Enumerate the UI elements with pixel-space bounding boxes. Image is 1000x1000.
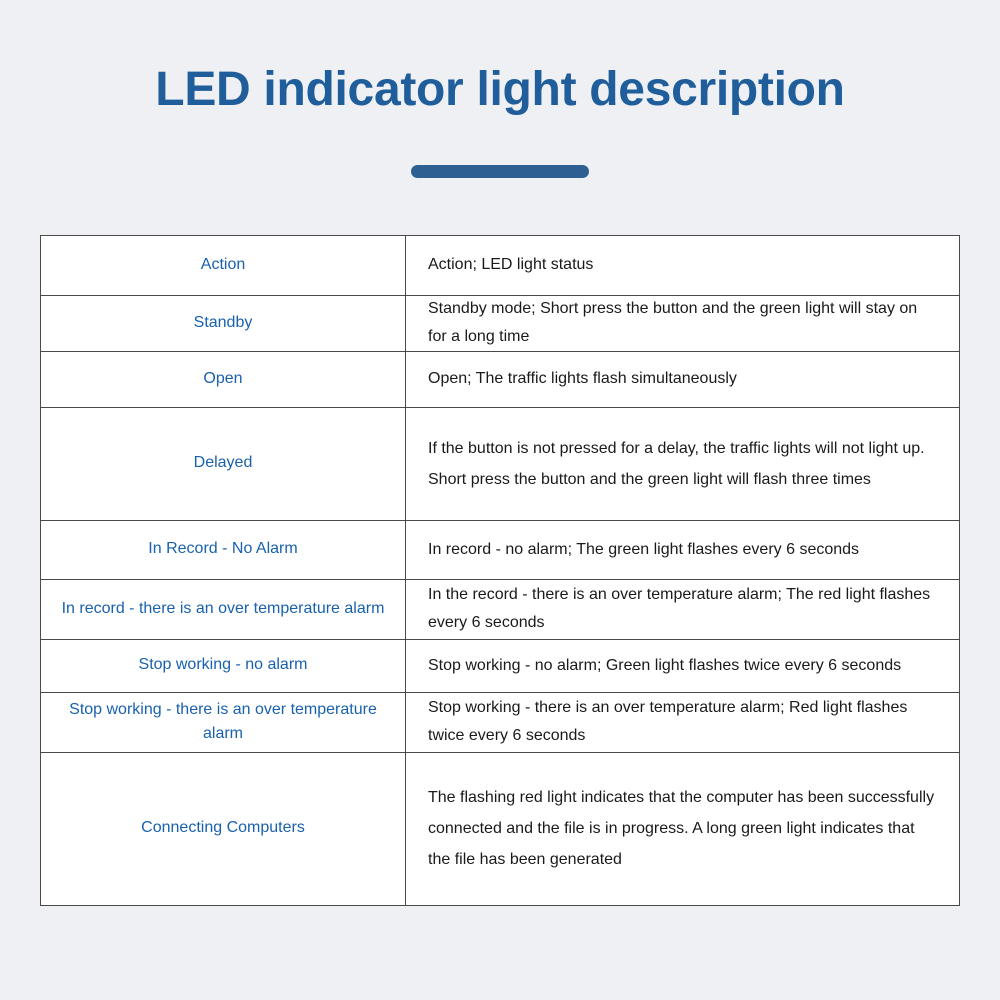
table-row [41, 408, 959, 521]
page-title: LED indicator light description [155, 63, 845, 116]
status-cell: The flashing red light indicates that the computer has been successfully connected and the file is in progress. A long green light indicates that the file has been generated [428, 789, 935, 869]
table-row [41, 640, 959, 693]
status-cell: In the record - there is an over temperature alarm; The red light flashes every 6 seconds [428, 586, 931, 632]
table-row [41, 236, 959, 296]
action-cell: Standby [41, 296, 406, 351]
status-cell: Stop working - there is an over temperature alarm; Red light flashes twice every 6 seconds [428, 699, 908, 745]
status-cell: Stop working - no alarm; Green light flashes twice every 6 seconds [428, 656, 902, 674]
table-row [41, 693, 959, 753]
status-cell: Action; LED light status [428, 256, 594, 274]
table-row [41, 296, 959, 352]
action-cell: Stop working - no alarm [41, 640, 406, 692]
action-cell: Stop working - there is an over temperature alarm [41, 693, 406, 752]
table-row [41, 580, 959, 640]
action-cell: Action [41, 236, 406, 295]
table-row [41, 352, 959, 408]
action-cell: Open [41, 352, 406, 407]
led-description-table [40, 235, 960, 906]
action-cell: Delayed [41, 408, 406, 520]
table-row [41, 521, 959, 580]
table-row [41, 753, 959, 906]
action-cell: In record - there is an over temperature alarm [41, 580, 406, 639]
status-cell: Open; The traffic lights flash simultaneously [428, 370, 737, 388]
action-cell: In Record - No Alarm [41, 521, 406, 579]
action-cell: Connecting Computers [41, 753, 406, 905]
status-cell: If the button is not pressed for a delay, the traffic lights will not light up. Short press the button and the green light will flash three times [428, 439, 925, 488]
title-divider [411, 165, 589, 178]
status-cell: Standby mode; Short press the button and the green light will stay on for a long time [428, 300, 918, 346]
status-cell: In record - no alarm; The green light flashes every 6 seconds [428, 540, 860, 558]
title-divider-wrapper [0, 165, 1000, 178]
